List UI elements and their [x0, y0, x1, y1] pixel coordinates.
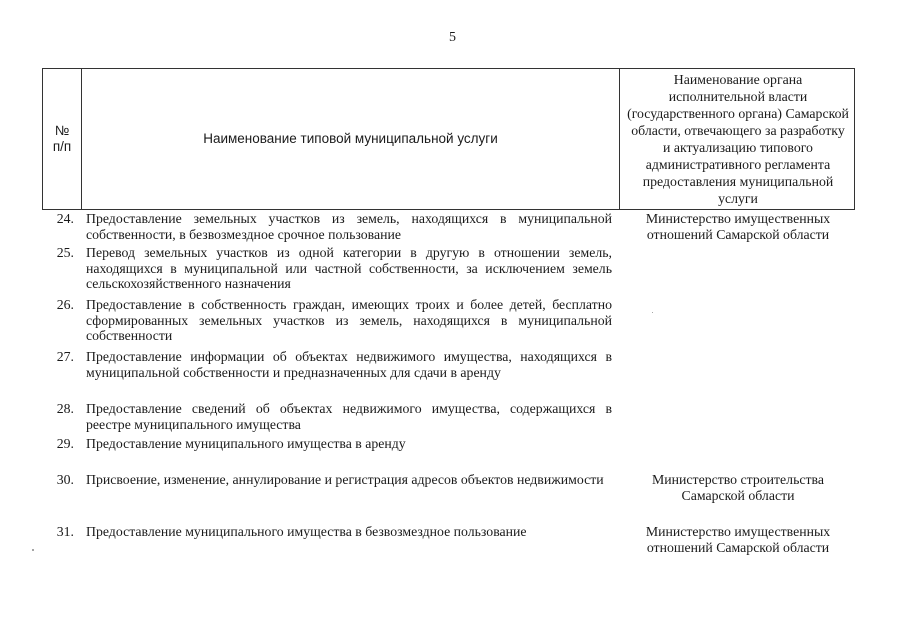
table-header: [42, 68, 855, 210]
row-number: 26.: [56, 297, 74, 312]
responsible-organ: Министерство строительства Самарской области: [652, 472, 824, 503]
header-number-column: [43, 69, 81, 209]
header-organ-column: [620, 69, 856, 209]
header-service-name-column: [82, 69, 619, 209]
page-number: 5: [449, 30, 456, 45]
header-organ-label: Наименование органа исполнительной власти (государственного органа) Самарской области, отвечающего за разработку и актуализацию типового административного регламента предоставления муниципальной услуги: [627, 72, 849, 206]
service-name: Предоставление информации об объектах недвижимого имущества, находящихся в муниципальной собственности и предназначенных для сдачи в аренду: [86, 349, 612, 380]
header-number-label: № п/п: [52, 123, 72, 154]
service-name: Предоставление земельных участков из земель, находящихся в муниципальной собственности, в безвозмездное срочное пользование: [86, 211, 612, 242]
service-name: Предоставление муниципального имущества в безвозмездное пользование: [86, 524, 527, 539]
service-name: Предоставление муниципального имущества в аренду: [86, 436, 406, 451]
row-number: 31.: [56, 524, 74, 539]
scan-speck: [652, 312, 653, 313]
service-name: Перевод земельных участков из одной категории в другую в отношении земель, находящихся в муниципальной или частной собственности, за исключением земель сельскохозяйственного назначения: [86, 245, 612, 291]
row-number: 29.: [56, 436, 74, 451]
service-name: Присвоение, изменение, аннулирование и регистрация адресов объектов недвижимости: [86, 472, 604, 487]
header-service-name-label: Наименование типовой муниципальной услуги: [203, 131, 498, 146]
row-number: 28.: [56, 401, 74, 416]
responsible-organ: Министерство имущественных отношений Самарской области: [645, 524, 831, 555]
service-name: Предоставление в собственность граждан, имеющих троих и более детей, бесплатно сформированных земельных участков из земель, находящихся в муниципальной собственности: [86, 297, 612, 343]
row-number: 27.: [56, 349, 74, 364]
row-number: 24.: [56, 211, 74, 226]
row-number: 25.: [56, 245, 74, 260]
service-name: Предоставление сведений об объектах недвижимого имущества, содержащихся в реестре муниципального имущества: [86, 401, 612, 432]
scan-speck: [32, 549, 34, 551]
responsible-organ: Министерство имущественных отношений Самарской области: [645, 211, 831, 242]
row-number: 30.: [56, 472, 74, 487]
